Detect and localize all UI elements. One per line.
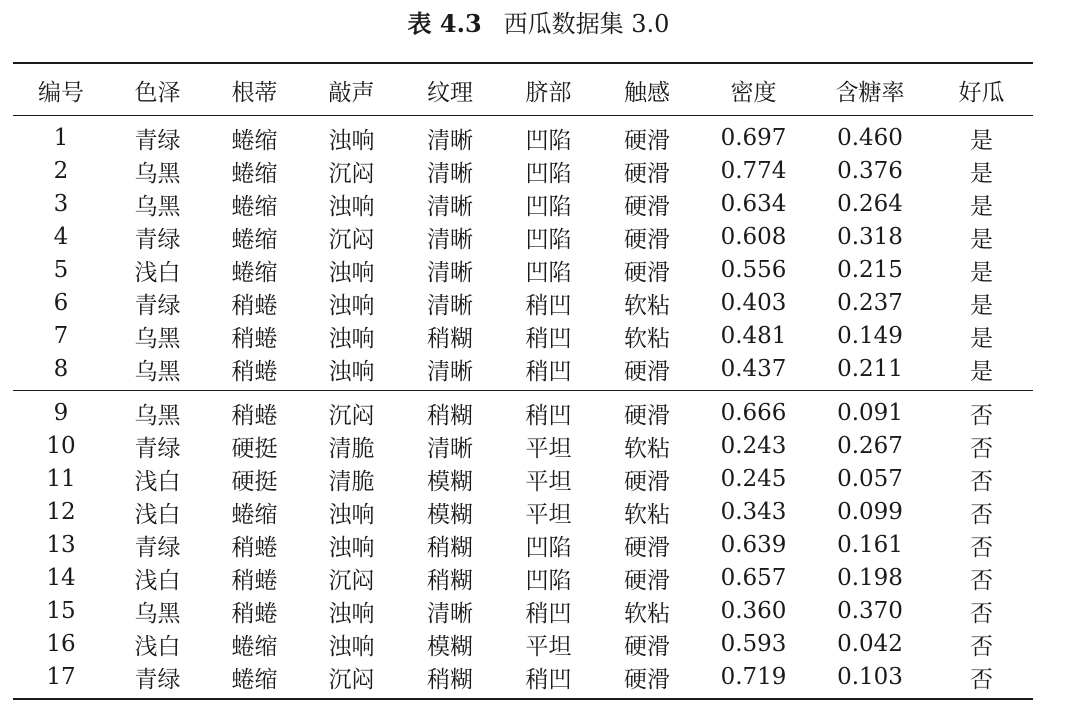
cell-good-melon: 否 — [970, 402, 993, 429]
cell-id: 17 — [13, 661, 109, 699]
column-header-navel: 脐部 — [500, 63, 597, 115]
cell-touch: 硬滑 — [624, 160, 670, 187]
cell-navel: 凹陷 — [525, 226, 572, 253]
cell-sound: 清脆 — [328, 468, 375, 495]
cell-id: 16 — [46, 631, 76, 657]
cell-root: 蜷缩 — [231, 226, 278, 253]
cell-color: 乌黑 — [134, 600, 181, 627]
cell-navel: 稍凹 — [525, 292, 572, 319]
column-header-texture: 纹理 — [400, 63, 500, 115]
cell-texture: 模糊 — [427, 468, 473, 495]
column-header-color: 色泽 — [109, 63, 206, 115]
cell-sound: 沉闷 — [328, 160, 375, 187]
cell-navel: 凹陷 — [525, 127, 572, 154]
cell-density: 0.593 — [720, 631, 787, 657]
cell-good-melon: 否 — [970, 633, 993, 660]
cell-root: 稍蜷 — [231, 402, 278, 429]
cell-good-melon: 否 — [930, 661, 1033, 699]
table-row — [13, 463, 1033, 496]
cell-id: 5 — [53, 257, 69, 283]
cell-touch: 硬滑 — [624, 127, 670, 154]
cell-sound: 浊响 — [328, 325, 375, 352]
table-row — [13, 188, 1033, 221]
table-row — [13, 529, 1033, 562]
cell-navel: 稍凹 — [500, 353, 597, 391]
cell-sound: 浊响 — [328, 127, 375, 154]
cell-sugar-rate: 0.215 — [837, 257, 903, 283]
cell-navel: 平坦 — [525, 501, 572, 528]
column-header-id: 编号 — [13, 63, 109, 115]
cell-density: 0.634 — [720, 191, 787, 217]
cell-sound: 沉闷 — [328, 567, 375, 594]
cell-good-melon: 是 — [970, 127, 993, 154]
cell-sound: 浊响 — [328, 501, 375, 528]
cell-color: 青绿 — [134, 226, 181, 253]
cell-color: 青绿 — [109, 661, 206, 699]
cell-sound: 沉闷 — [303, 661, 400, 699]
cell-texture: 清晰 — [427, 226, 473, 253]
cell-texture: 清晰 — [427, 259, 473, 286]
cell-sugar-rate: 0.460 — [837, 125, 903, 151]
cell-root: 稍蜷 — [231, 292, 278, 319]
column-header-root: 根蒂 — [206, 63, 303, 115]
cell-good-melon: 否 — [970, 435, 993, 462]
cell-root: 稍蜷 — [231, 325, 278, 352]
cell-id: 3 — [53, 191, 69, 217]
cell-density: 0.245 — [720, 466, 787, 492]
cell-color: 浅白 — [134, 468, 181, 495]
cell-touch: 硬滑 — [624, 534, 670, 561]
cell-color: 乌黑 — [109, 353, 206, 391]
cell-density: 0.481 — [720, 323, 787, 349]
cell-id: 11 — [46, 466, 76, 492]
cell-good-melon: 是 — [930, 353, 1033, 391]
cell-good-melon: 是 — [970, 259, 993, 286]
cell-navel: 凹陷 — [525, 160, 572, 187]
table-row — [13, 496, 1033, 529]
cell-good-melon: 否 — [970, 501, 993, 528]
cell-density: 0.556 — [720, 257, 787, 283]
cell-density: 0.437 — [697, 353, 810, 391]
cell-root: 蜷缩 — [231, 127, 278, 154]
cell-touch: 软粘 — [624, 501, 670, 528]
cell-sound: 清脆 — [328, 435, 375, 462]
cell-navel: 凹陷 — [525, 193, 572, 220]
cell-texture: 稍糊 — [427, 325, 473, 352]
cell-root: 稍蜷 — [231, 600, 278, 627]
cell-sugar-rate: 0.267 — [837, 433, 903, 459]
cell-sound: 浊响 — [303, 353, 400, 391]
cell-sugar-rate: 0.237 — [837, 290, 903, 316]
cell-root: 稍蜷 — [231, 534, 278, 561]
cell-touch: 硬滑 — [624, 567, 670, 594]
cell-sugar-rate: 0.198 — [837, 565, 903, 591]
cell-root: 蜷缩 — [231, 193, 278, 220]
table-row — [13, 254, 1033, 287]
cell-good-melon: 是 — [970, 226, 993, 253]
cell-good-melon: 是 — [970, 292, 993, 319]
cell-root: 硬挺 — [231, 435, 278, 462]
table-caption — [0, 8, 1077, 40]
cell-color: 青绿 — [134, 534, 181, 561]
cell-color: 乌黑 — [134, 402, 181, 429]
cell-sugar-rate: 0.370 — [837, 598, 903, 624]
cell-sound: 浊响 — [328, 534, 375, 561]
table-caption-title: 西瓜数据集 3.0 — [503, 10, 670, 38]
cell-sugar-rate: 0.099 — [837, 499, 903, 525]
cell-good-melon: 否 — [970, 567, 993, 594]
cell-touch: 硬滑 — [624, 633, 670, 660]
cell-touch: 硬滑 — [597, 661, 697, 699]
table-row — [13, 155, 1033, 188]
table-row — [13, 287, 1033, 320]
cell-root: 蜷缩 — [231, 501, 278, 528]
cell-texture: 模糊 — [427, 633, 473, 660]
cell-good-melon: 是 — [970, 160, 993, 187]
cell-density: 0.697 — [720, 125, 787, 151]
cell-id: 12 — [46, 499, 76, 525]
column-header-touch: 触感 — [597, 63, 697, 115]
cell-density: 0.608 — [720, 224, 787, 250]
cell-texture: 清晰 — [427, 435, 473, 462]
cell-good-melon: 是 — [970, 325, 993, 352]
cell-navel: 平坦 — [525, 468, 572, 495]
table-row — [13, 628, 1033, 661]
cell-id: 14 — [46, 565, 76, 591]
table-caption-label: 表 4.3 — [407, 9, 482, 38]
watermelon-data-table — [13, 62, 1033, 700]
cell-good-melon: 否 — [970, 600, 993, 627]
cell-navel: 稍凹 — [525, 600, 572, 627]
cell-density: 0.343 — [720, 499, 787, 525]
cell-id: 6 — [53, 290, 69, 316]
cell-color: 浅白 — [134, 259, 181, 286]
cell-sugar-rate: 0.057 — [837, 466, 903, 492]
cell-texture: 清晰 — [427, 600, 473, 627]
cell-root: 蜷缩 — [206, 661, 303, 699]
cell-navel: 平坦 — [525, 633, 572, 660]
cell-density: 0.360 — [720, 598, 787, 624]
column-header-sugar-rate: 含糖率 — [810, 63, 930, 115]
cell-good-melon: 否 — [970, 468, 993, 495]
cell-id: 4 — [53, 224, 69, 250]
table-row — [13, 390, 1033, 430]
cell-touch: 硬滑 — [597, 353, 697, 391]
cell-id: 10 — [46, 433, 76, 459]
cell-color: 青绿 — [134, 292, 181, 319]
cell-sugar-rate: 0.211 — [810, 353, 930, 391]
cell-texture: 清晰 — [400, 353, 500, 391]
cell-color: 青绿 — [134, 127, 181, 154]
table-row — [13, 353, 1033, 391]
cell-density: 0.639 — [720, 532, 787, 558]
table-row — [13, 661, 1033, 699]
cell-sound: 浊响 — [328, 600, 375, 627]
cell-color: 乌黑 — [134, 325, 181, 352]
cell-color: 乌黑 — [134, 193, 181, 220]
cell-sugar-rate: 0.042 — [837, 631, 903, 657]
cell-color: 浅白 — [134, 501, 181, 528]
cell-id: 8 — [13, 353, 109, 391]
cell-sound: 浊响 — [328, 259, 375, 286]
cell-id: 9 — [53, 400, 69, 426]
cell-touch: 软粘 — [624, 600, 670, 627]
cell-navel: 稍凹 — [525, 325, 572, 352]
cell-sugar-rate: 0.264 — [837, 191, 903, 217]
cell-root: 蜷缩 — [231, 160, 278, 187]
cell-sound: 浊响 — [328, 292, 375, 319]
table-body — [13, 115, 1033, 699]
cell-density: 0.657 — [720, 565, 787, 591]
cell-good-melon: 否 — [970, 534, 993, 561]
cell-navel: 凹陷 — [525, 534, 572, 561]
cell-id: 1 — [53, 125, 69, 151]
cell-sound: 浊响 — [328, 633, 375, 660]
table-row — [13, 320, 1033, 353]
cell-texture: 稍糊 — [427, 534, 473, 561]
cell-color: 青绿 — [134, 435, 181, 462]
cell-touch: 软粘 — [624, 292, 670, 319]
cell-density: 0.774 — [720, 158, 787, 184]
cell-density: 0.403 — [720, 290, 787, 316]
cell-root: 蜷缩 — [231, 259, 278, 286]
cell-touch: 软粘 — [624, 435, 670, 462]
cell-texture: 清晰 — [427, 160, 473, 187]
cell-root: 稍蜷 — [231, 567, 278, 594]
cell-texture: 稍糊 — [400, 661, 500, 699]
table-row — [13, 430, 1033, 463]
header-row — [13, 63, 1033, 115]
cell-root: 蜷缩 — [231, 633, 278, 660]
column-header-good-melon: 好瓜 — [930, 63, 1033, 115]
cell-navel: 凹陷 — [525, 567, 572, 594]
table-row — [13, 562, 1033, 595]
table-row — [13, 595, 1033, 628]
cell-sound: 沉闷 — [328, 402, 375, 429]
cell-color: 浅白 — [134, 567, 181, 594]
cell-sugar-rate: 0.091 — [837, 400, 903, 426]
cell-sound: 沉闷 — [328, 226, 375, 253]
cell-color: 乌黑 — [134, 160, 181, 187]
cell-density: 0.666 — [720, 400, 787, 426]
cell-navel: 稍凹 — [525, 402, 572, 429]
cell-sugar-rate: 0.318 — [837, 224, 903, 250]
cell-id: 15 — [46, 598, 76, 624]
cell-sugar-rate: 0.161 — [837, 532, 903, 558]
cell-sugar-rate: 0.149 — [837, 323, 903, 349]
cell-navel: 凹陷 — [525, 259, 572, 286]
table-header — [13, 63, 1033, 115]
cell-touch: 硬滑 — [624, 226, 670, 253]
cell-root: 稍蜷 — [206, 353, 303, 391]
cell-root: 硬挺 — [231, 468, 278, 495]
cell-density: 0.719 — [697, 661, 810, 699]
cell-touch: 硬滑 — [624, 402, 670, 429]
cell-density: 0.243 — [720, 433, 787, 459]
cell-texture: 清晰 — [427, 292, 473, 319]
cell-touch: 软粘 — [624, 325, 670, 352]
cell-texture: 稍糊 — [427, 402, 473, 429]
cell-id: 13 — [46, 532, 76, 558]
cell-texture: 清晰 — [427, 193, 473, 220]
cell-good-melon: 是 — [970, 193, 993, 220]
column-header-sound: 敲声 — [303, 63, 400, 115]
cell-touch: 硬滑 — [624, 193, 670, 220]
table-row — [13, 115, 1033, 155]
cell-texture: 模糊 — [427, 501, 473, 528]
cell-texture: 清晰 — [427, 127, 473, 154]
cell-sound: 浊响 — [328, 193, 375, 220]
cell-texture: 稍糊 — [427, 567, 473, 594]
cell-navel: 稍凹 — [500, 661, 597, 699]
column-header-density: 密度 — [697, 63, 810, 115]
cell-navel: 平坦 — [525, 435, 572, 462]
cell-id: 2 — [53, 158, 69, 184]
cell-touch: 硬滑 — [624, 468, 670, 495]
cell-color: 浅白 — [134, 633, 181, 660]
cell-id: 7 — [53, 323, 69, 349]
cell-sugar-rate: 0.376 — [837, 158, 903, 184]
cell-touch: 硬滑 — [624, 259, 670, 286]
table-row — [13, 221, 1033, 254]
cell-sugar-rate: 0.103 — [810, 661, 930, 699]
